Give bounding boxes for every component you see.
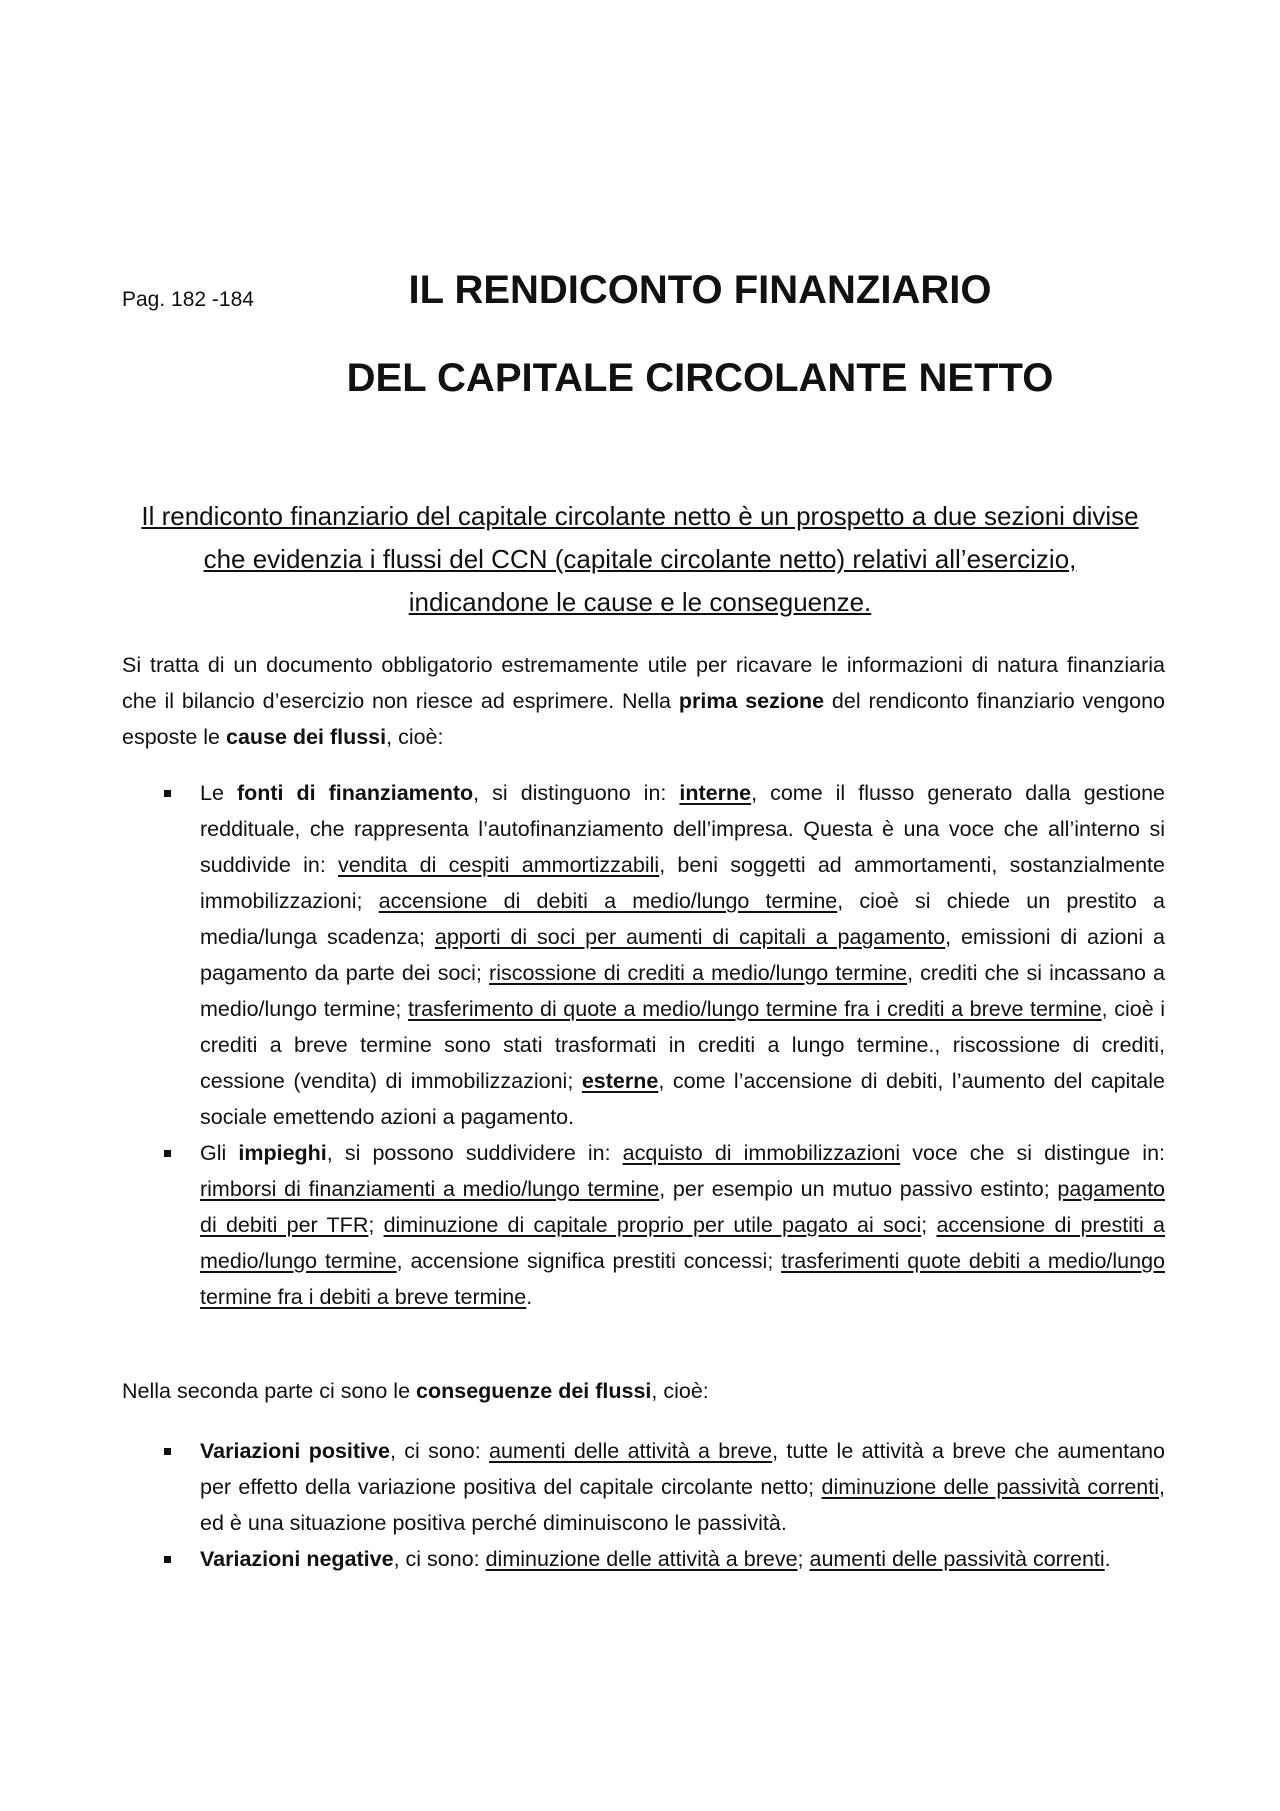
underlined-text: aumenti delle passività correnti [809,1547,1105,1571]
text: , cioè: [651,1379,709,1403]
bold-text: prima sezione [678,689,825,713]
text: , tutte le attività a breve che aumentano per effetto della variazione positiva del capitale circolante netto; [200,1439,1166,1499]
underlined-text: trasferimento di quote a medio/lungo termine fra i crediti a breve termine [407,997,1102,1021]
underlined-bold-text: interne [679,781,752,805]
bold-text: fonti di finanziamento [236,781,474,805]
text: , come il flusso generato dalla gestione reddituale, che rappresenta l’autofinanziamento dell’impresa. Questa è una voce che all’interno si suddivide in: [200,781,1166,877]
list-item-negative [200,1541,1165,1577]
bold-text: Variazioni negative [200,1547,394,1571]
consequences-list [200,1433,1165,1577]
second-paragraph [122,1373,1165,1409]
list-item-impieghi [200,1135,1165,1315]
bold-text: impieghi [238,1141,327,1165]
text: Si tratta di un documento obbligatorio estremamente utile per ricavare le informazioni di natura finanziaria che il bilancio d’esercizio non riesce ad esprimere. Nella [122,653,1165,713]
bullet-square-icon [164,1150,171,1157]
bold-text: Variazioni positive [200,1439,390,1463]
underlined-text: accensione di prestiti a medio/lungo termine [200,1213,1165,1273]
text: , ed è una situazione positiva perché diminuiscono le passività. [200,1475,1165,1535]
underlined-text: accensione di debiti a medio/lungo termine [378,889,838,913]
underlined-text: diminuzione di capitale proprio per utile pagato ai soci [383,1213,922,1237]
underlined-text: riscossione di crediti a medio/lungo termine [489,961,908,985]
underlined-text: vendita di cespiti ammortizzabili [338,853,660,877]
text: Nella seconda parte ci sono le [122,1379,417,1403]
causes-list [200,775,1165,1315]
text: , cioè: [386,725,444,749]
bullet-square-icon [164,1556,171,1563]
bold-text: cause dei flussi [225,725,387,749]
list-item-fonti [200,775,1165,1135]
list-item-positive [200,1433,1165,1541]
bullet-square-icon [164,1448,171,1455]
lead-paragraph: Il rendiconto finanziario del capitale circolante netto è un prospetto a due sezioni divise che evidenzia i flussi del CCN (capitale circolante netto) relativi all’esercizio, indicandone le cause e le conseguenze. [141,501,1139,617]
underlined-text: rimborsi di finanziamenti a medio/lungo termine [200,1177,660,1201]
underlined-text: apporti di soci per aumenti di capitali a pagamento [434,925,946,949]
text: . [526,1285,533,1309]
text: , ci sono: [389,1439,490,1463]
bullet-square-icon [164,790,171,797]
text: , cioè si chiede un prestito a media/lunga scadenza; [200,889,1165,949]
text: ; [797,1547,810,1571]
text: , si distinguono in: [473,781,680,805]
title-line-1: IL RENDICONTO FINANZIARIO [408,268,992,312]
page-reference: Pag. 182 -184 [122,288,254,311]
text: , crediti che si incassano a medio/lungo termine; [200,961,1165,1021]
underlined-text: pagamento di debiti per TFR [200,1177,1166,1237]
text: . [1104,1547,1111,1571]
text: Le [200,781,237,805]
title-line-2: DEL CAPITALE CIRCOLANTE NETTO [346,356,1054,400]
underlined-text: aumenti delle attività a breve [489,1439,773,1463]
text: , cioè i crediti a breve termine sono stati trasformati in crediti a lungo termine., riscossione di crediti, cessione (vendita) di immobilizzazioni; [200,997,1166,1093]
underlined-text: diminuzione delle passività correnti [821,1475,1160,1499]
text: , beni soggetti ad ammortamenti, sostanzialmente immobilizzazioni; [200,853,1165,913]
text: Gli [200,1141,239,1165]
underlined-bold-text: esterne [581,1069,659,1093]
underlined-text: diminuzione delle attività a breve [485,1547,798,1571]
text: voce che si distingue in: [900,1141,1166,1165]
text: , accensione significa prestiti concessi; [396,1249,782,1273]
text: , per esempio un mutuo passivo estinto; [659,1177,1058,1201]
text: , come l’accensione di debiti, l’aumento del capitale sociale emettendo azioni a pagamento. [200,1069,1165,1129]
text: del rendiconto finanziario vengono esposte le [122,689,1165,749]
text: , ci sono: [393,1547,486,1571]
underlined-text: trasferimenti quote debiti a medio/lungo termine fra i debiti a breve termine [200,1249,1165,1309]
text: , emissioni di azioni a pagamento da parte dei soci; [200,925,1165,985]
text: ; [921,1213,937,1237]
intro-paragraph [122,647,1165,755]
text: , si possono suddividere in: [326,1141,623,1165]
text: ; [368,1213,384,1237]
underlined-text: acquisto di immobilizzazioni [622,1141,901,1165]
bold-text: conseguenze dei flussi [416,1379,652,1403]
